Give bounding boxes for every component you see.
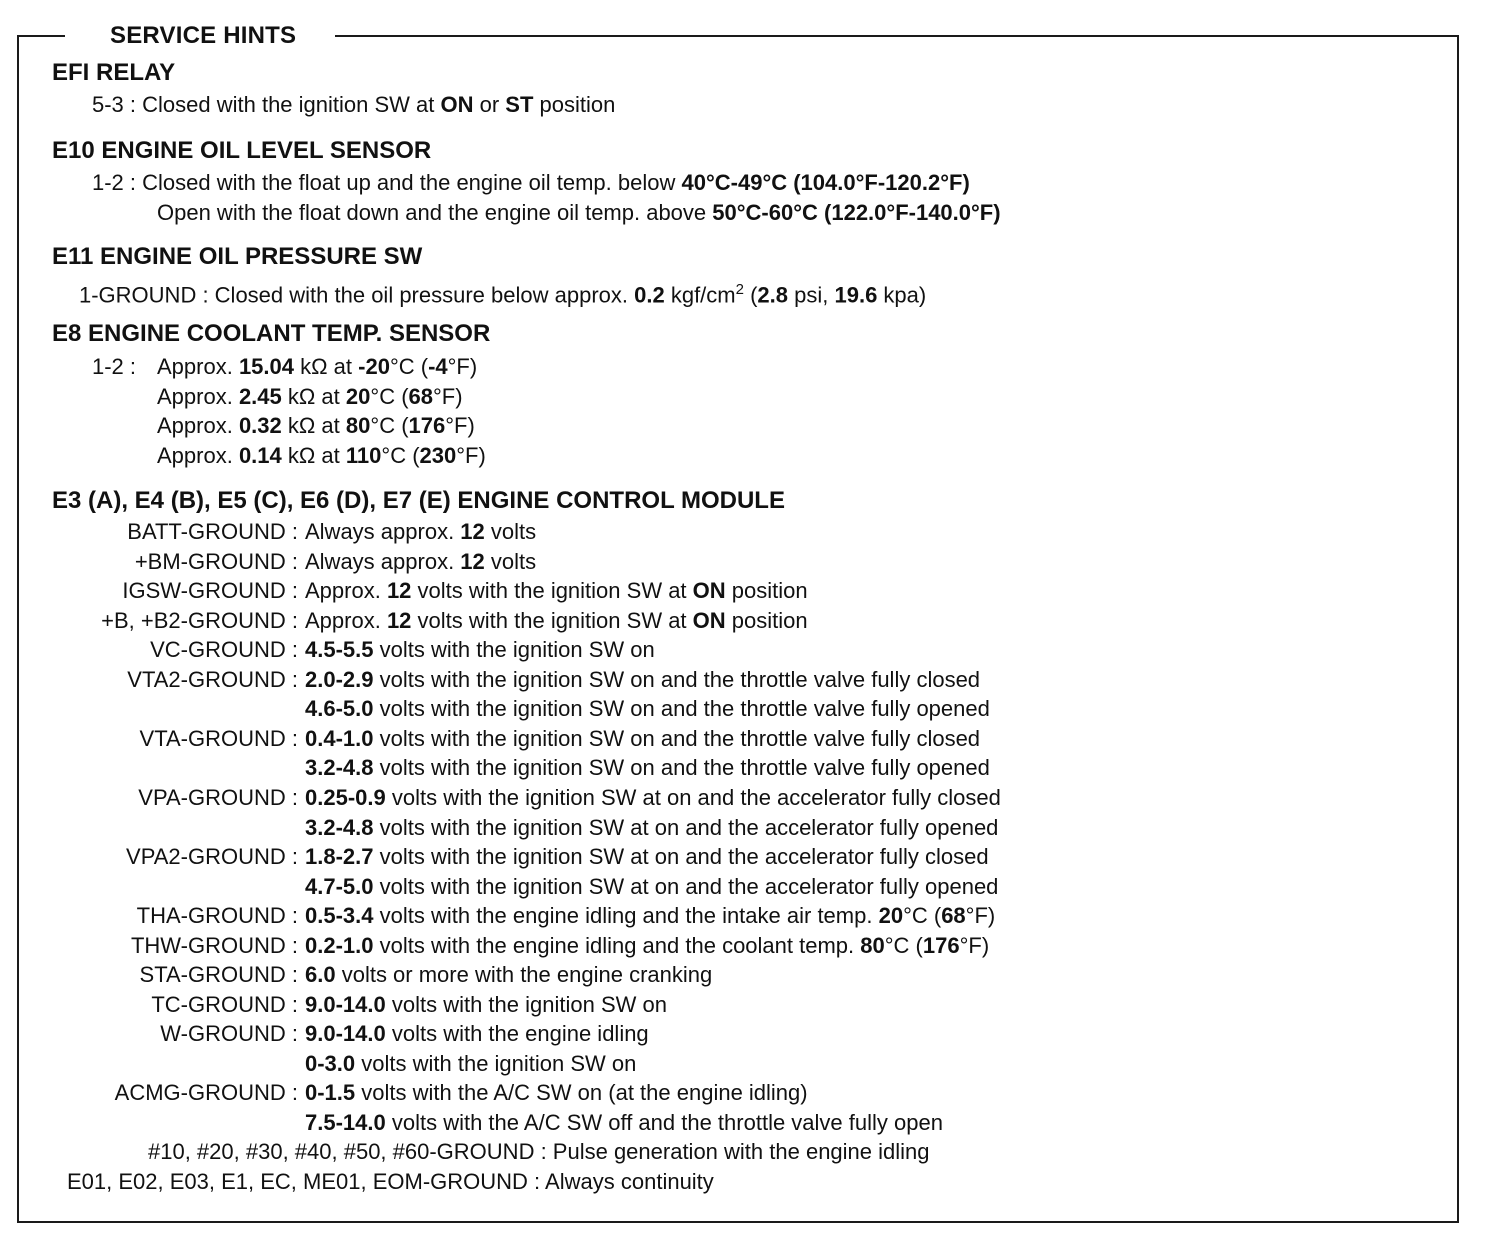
text-bold: 110 xyxy=(345,442,382,468)
text: volts with the ignition SW on xyxy=(385,991,667,1017)
ecm-terminal-value xyxy=(305,725,980,753)
text: Approx. xyxy=(305,578,387,604)
text: Approx. xyxy=(157,413,239,438)
ecm-terminal-label: W-GROUND : xyxy=(160,1021,298,1047)
text: volts with the A/C SW off and the throttle valve fully open xyxy=(385,1110,943,1135)
text: °C ( xyxy=(884,932,923,958)
text-bold: 0.2-1.0 xyxy=(305,932,374,958)
text: volts with the ignition SW at on and the accelerator fully opened xyxy=(373,873,999,899)
ecm-terminal-value xyxy=(305,873,998,901)
text-bold: 0.5-3.4 xyxy=(305,903,374,929)
frame-title: SERVICE HINTS xyxy=(108,21,302,51)
text-bold: ON xyxy=(692,578,726,604)
text: volts with the ignition SW on xyxy=(373,637,655,663)
efi-relay-heading: EFI RELAY xyxy=(52,59,176,86)
text-bold: 68 xyxy=(941,903,966,929)
text-bold: 0-1.5 xyxy=(305,1080,356,1106)
text: position xyxy=(725,578,808,604)
text-bold: 50°C-60°C (122.0°F-140.0°F) xyxy=(712,200,1001,225)
text: volts with the ignition SW at xyxy=(411,607,693,633)
ecm-terminal-value xyxy=(305,577,808,605)
ecm-continuity-line: E01, E02, E03, E1, EC, ME01, EOM-GROUND : Always continuity xyxy=(67,1169,714,1194)
e8-prefix: 1-2 : xyxy=(92,354,137,379)
text: ( xyxy=(743,282,758,308)
text-bold: 4.6-5.0 xyxy=(305,696,374,722)
text: volts with the ignition SW at on and the accelerator fully closed xyxy=(385,784,1001,810)
text-bold: ON xyxy=(440,92,474,117)
text: °C ( xyxy=(370,413,409,438)
text: volts with the ignition SW on xyxy=(355,1050,637,1076)
text: volts with the ignition SW on and the throttle valve fully opened xyxy=(373,696,990,722)
text-bold: 12 xyxy=(460,519,485,544)
e8-row xyxy=(157,383,463,411)
text: volts with the ignition SW at on and the accelerator fully opened xyxy=(373,814,999,840)
ecm-terminal-label: THA-GROUND : xyxy=(136,903,298,929)
text-bold: 0.2 xyxy=(634,282,665,308)
ecm-terminal-value xyxy=(305,1050,636,1078)
text: kΩ at xyxy=(281,413,346,438)
text: °F) xyxy=(447,354,478,379)
text-bold: 40°C-49°C (104.0°F-120.2°F) xyxy=(681,170,970,195)
text-bold: 9.0-14.0 xyxy=(305,991,386,1017)
text: kpa) xyxy=(877,282,927,308)
text: position xyxy=(533,92,616,117)
ecm-terminal-label: +BM-GROUND : xyxy=(134,548,298,574)
text-bold: 176 xyxy=(922,932,960,958)
ecm-terminal-value xyxy=(305,518,536,546)
ecm-terminal-value xyxy=(305,1020,649,1048)
ecm-terminal-label: VPA-GROUND : xyxy=(138,784,298,810)
text: °F) xyxy=(456,442,486,468)
text-bold: 7.5-14.0 xyxy=(305,1110,386,1135)
text: °C ( xyxy=(903,903,942,929)
text-bold: 0.32 xyxy=(238,413,282,438)
text: 1-GROUND : Closed with the oil pressure below approx. xyxy=(79,282,635,308)
ecm-terminal-label: +B, +B2-GROUND : xyxy=(101,607,298,633)
ecm-terminal-value xyxy=(305,607,808,635)
e8-row xyxy=(157,442,486,470)
text: Always approx. xyxy=(305,548,461,574)
ecm-terminal-label: IGSW-GROUND : xyxy=(122,578,298,604)
e10-line-2 xyxy=(157,199,1001,227)
text-bold: 3.2-4.8 xyxy=(305,814,374,840)
text: position xyxy=(725,607,808,633)
text-bold: 12 xyxy=(386,607,412,633)
ecm-terminal-value xyxy=(305,1109,943,1137)
text: °F) xyxy=(959,932,990,958)
ecm-terminal-value xyxy=(305,932,989,960)
ecm-terminal-value xyxy=(305,961,712,989)
text-bold: 1.8-2.7 xyxy=(305,844,374,870)
text: volts with the A/C SW on (at the engine idling) xyxy=(355,1080,808,1106)
text-bold: 176 xyxy=(408,413,446,438)
text-bold: 20 xyxy=(345,383,371,409)
text-bold: 68 xyxy=(408,383,433,409)
ecm-terminal-value xyxy=(305,784,1001,812)
text: volts with the ignition SW on and the throttle valve fully opened xyxy=(373,755,990,781)
text-bold: -20 xyxy=(358,354,390,379)
text: 1-2 : Closed with the float up and the engine oil temp. below xyxy=(92,170,682,195)
ecm-terminal-label: STA-GROUND : xyxy=(139,962,298,988)
text-bold: 4.7-5.0 xyxy=(305,873,374,899)
text: kΩ at xyxy=(294,354,359,379)
text: volts with the ignition SW at xyxy=(411,578,693,604)
e10-line-1 xyxy=(92,169,970,197)
e10-heading: E10 ENGINE OIL LEVEL SENSOR xyxy=(52,137,432,164)
text: kΩ at xyxy=(281,442,346,468)
ecm-terminal-label: VTA-GROUND : xyxy=(139,725,298,751)
text-bold: 2.45 xyxy=(238,383,282,409)
text: Approx. xyxy=(305,607,387,633)
ecm-pulse-line: #10, #20, #30, #40, #50, #60-GROUND : Pulse generation with the engine idling xyxy=(148,1139,930,1164)
text-bold: -4 xyxy=(428,354,448,379)
text-bold: 4.5-5.5 xyxy=(305,637,374,663)
text-bold: 0.4-1.0 xyxy=(305,725,374,751)
text-bold: 230 xyxy=(419,442,457,468)
text: °C ( xyxy=(370,383,409,409)
text: °F) xyxy=(445,413,475,438)
text: Always approx. xyxy=(305,519,461,544)
ecm-terminal-value xyxy=(305,695,990,723)
text-bold: 12 xyxy=(460,548,485,574)
text: °C ( xyxy=(381,442,420,468)
text: volts or more with the engine cranking xyxy=(335,962,713,988)
superscript: 2 xyxy=(735,281,744,298)
text-bold: 0.14 xyxy=(238,442,282,468)
text: °F) xyxy=(965,903,996,929)
ecm-terminal-value xyxy=(305,548,536,576)
text: or xyxy=(473,92,506,117)
text: kΩ at xyxy=(281,383,346,409)
e8-row xyxy=(157,412,475,440)
ecm-terminal-value xyxy=(305,814,998,842)
text: volts with the ignition SW on and the throttle valve fully closed xyxy=(373,725,981,751)
text-bold: 0-3.0 xyxy=(305,1050,356,1076)
ecm-terminal-value xyxy=(305,843,989,871)
text-bold: 2.0-2.9 xyxy=(305,666,374,692)
text: Approx. xyxy=(157,383,239,409)
text: °F) xyxy=(433,383,463,409)
text: Approx. xyxy=(157,442,239,468)
text-bold: 6.0 xyxy=(305,962,336,988)
ecm-terminal-label: ACMG-GROUND : xyxy=(114,1080,298,1106)
text: Open with the float down and the engine oil temp. above xyxy=(157,200,713,225)
text: volts with the engine idling and the coolant temp. xyxy=(373,932,861,958)
text-bold: ST xyxy=(505,92,534,117)
text: volts with the engine idling and the intake air temp. xyxy=(373,903,879,929)
e8-row xyxy=(157,353,477,381)
text: psi, xyxy=(788,282,835,308)
ecm-terminal-label: TC-GROUND : xyxy=(151,991,298,1017)
text-bold: 0.25-0.9 xyxy=(305,784,386,810)
ecm-terminal-label: VC-GROUND : xyxy=(150,637,298,663)
text-bold: 19.6 xyxy=(834,282,878,308)
ecm-heading: E3 (A), E4 (B), E5 (C), E6 (D), E7 (E) ENGINE CONTROL MODULE xyxy=(52,487,785,514)
ecm-terminal-label: VPA2-GROUND : xyxy=(126,844,298,870)
text-bold: 9.0-14.0 xyxy=(305,1021,386,1047)
text-bold: 15.04 xyxy=(238,354,294,379)
ecm-terminal-label: THW-GROUND : xyxy=(130,932,298,958)
text: volts with the ignition SW on and the throttle valve fully closed xyxy=(373,666,981,692)
text-bold: 80 xyxy=(860,932,885,958)
text: Approx. xyxy=(157,354,239,379)
text: 5-3 : Closed with the ignition SW at xyxy=(92,92,441,117)
text: volts xyxy=(484,519,537,544)
ecm-terminal-value xyxy=(305,754,990,782)
ecm-terminal-label: VTA2-GROUND : xyxy=(127,666,298,692)
text-bold: 20 xyxy=(878,903,904,929)
ecm-terminal-value xyxy=(305,991,667,1019)
ecm-terminal-value xyxy=(305,636,655,664)
efi-relay-line xyxy=(92,91,615,119)
e8-heading: E8 ENGINE COOLANT TEMP. SENSOR xyxy=(52,320,491,347)
ecm-terminal-value xyxy=(305,1079,808,1107)
text: °C ( xyxy=(389,354,429,379)
text-bold: 12 xyxy=(386,578,412,604)
text: volts with the ignition SW at on and the accelerator fully closed xyxy=(373,844,989,870)
e11-line-1 xyxy=(79,276,926,309)
text: volts xyxy=(484,548,537,574)
text: kgf/cm xyxy=(664,282,736,308)
text-bold: ON xyxy=(692,607,726,633)
text: volts with the engine idling xyxy=(385,1021,649,1047)
text-bold: 80 xyxy=(345,413,371,438)
ecm-terminal-value xyxy=(305,902,995,930)
text-bold: 3.2-4.8 xyxy=(305,755,374,781)
e11-heading: E11 ENGINE OIL PRESSURE SW xyxy=(52,243,423,270)
ecm-terminal-label: BATT-GROUND : xyxy=(127,519,298,544)
ecm-terminal-value xyxy=(305,666,980,694)
text-bold: 2.8 xyxy=(757,282,789,308)
